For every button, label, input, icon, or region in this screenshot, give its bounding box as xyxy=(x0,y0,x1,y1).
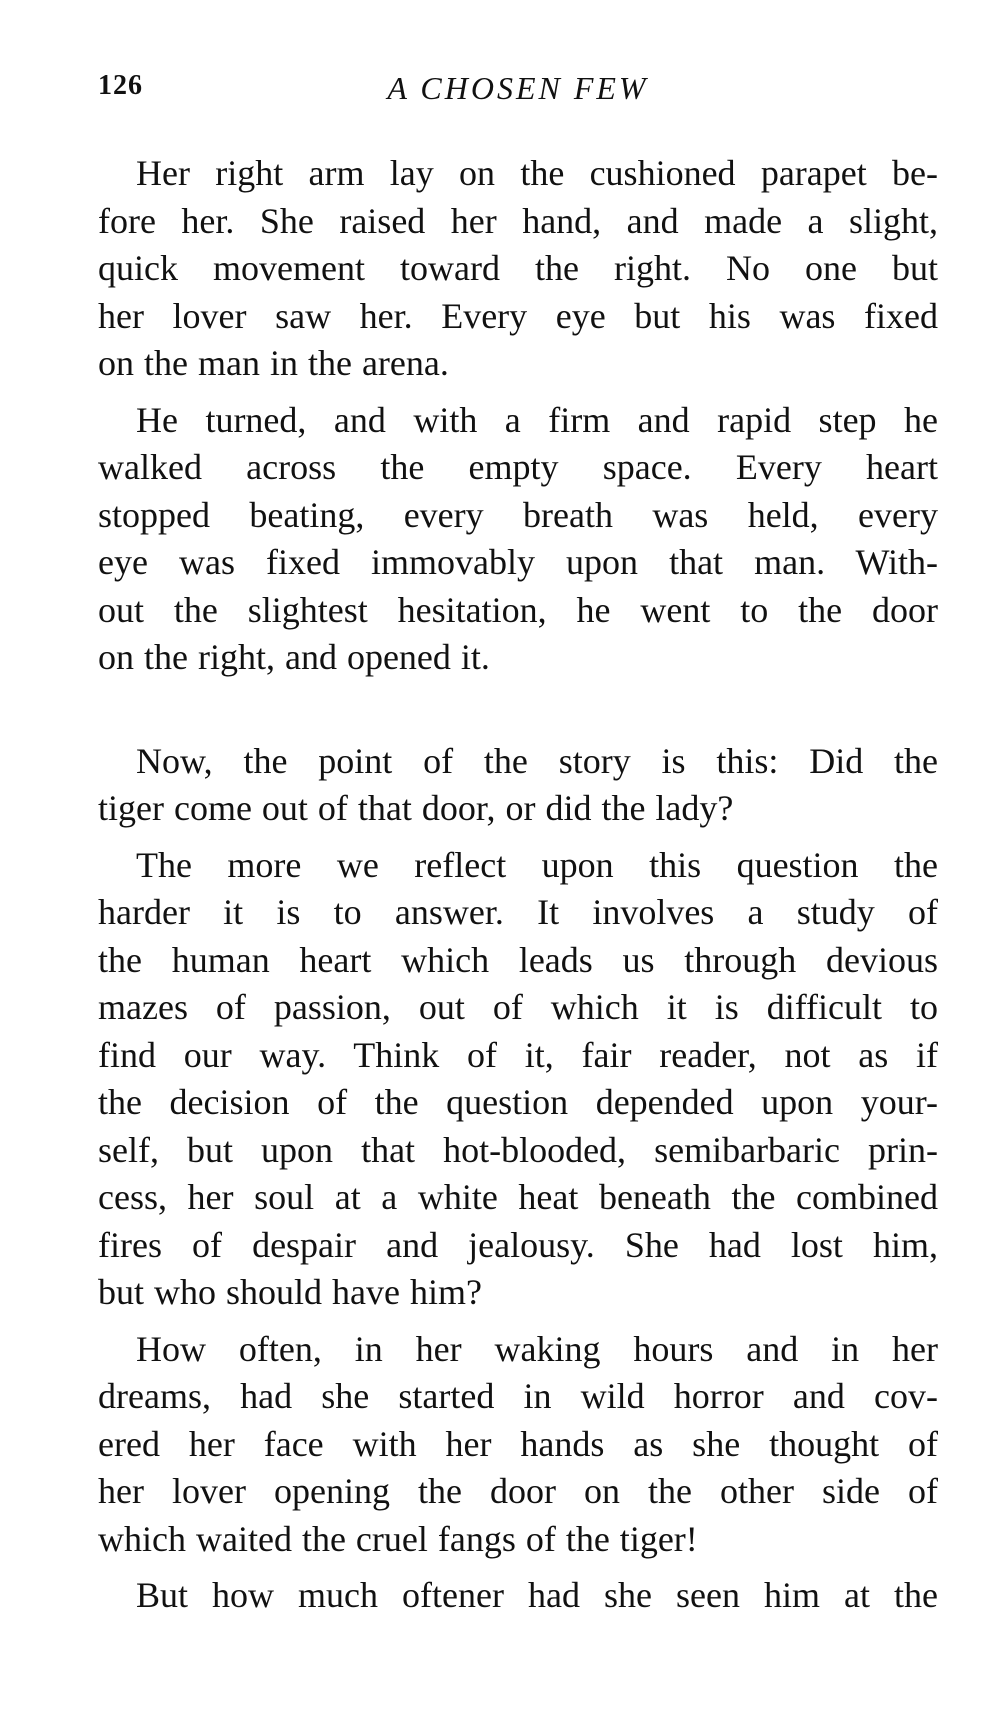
paragraph-6 xyxy=(98,1572,938,1620)
body-text xyxy=(98,150,938,1620)
text-line: But how much oftener had she seen him at the xyxy=(136,1575,938,1615)
text-line: tiger come out of that door, or did the lady? xyxy=(98,788,734,828)
text-line: on the man in the arena. xyxy=(98,343,449,383)
text-line: walked across the empty space. Every heart xyxy=(98,447,938,487)
paragraph-1 xyxy=(98,150,938,388)
text-line: stopped beating, every breath was held, every xyxy=(98,494,938,535)
text-line: find our way. Think of it, fair reader, not as if xyxy=(98,1034,938,1075)
text-line: The more we reflect upon this question the xyxy=(136,844,938,885)
text-line: ered her face with her hands as she thought of xyxy=(98,1423,938,1464)
text-line: but who should have him? xyxy=(98,1272,482,1312)
text-line: out the slightest hesitation, he went to the door xyxy=(98,589,938,630)
page-number: 126 xyxy=(98,70,143,101)
paragraph-2 xyxy=(98,397,938,682)
paragraph-3 xyxy=(98,738,938,833)
text-line: quick movement toward the right. No one but xyxy=(98,248,938,288)
paragraph-4 xyxy=(98,842,938,1317)
text-line: her lover saw her. Every eye but his was fixed xyxy=(98,295,938,336)
text-line: which waited the cruel fangs of the tiger! xyxy=(98,1518,698,1559)
text-line: self, but upon that hot-blooded, semibarbaric prin- xyxy=(98,1129,938,1170)
text-line: the human heart which leads us through devious xyxy=(98,939,938,980)
text-line: her lover opening the door on the other side of xyxy=(98,1471,938,1511)
text-line: Now, the point of the story is this: Did the xyxy=(136,740,938,781)
running-title: A CHOSEN FEW xyxy=(387,70,649,106)
text-line: the decision of the question depended upon your- xyxy=(98,1082,938,1122)
text-line: on the right, and opened it. xyxy=(98,637,490,677)
text-line: harder it is to answer. It involves a study of xyxy=(98,892,938,932)
running-head xyxy=(98,70,938,114)
text-line: eye was fixed immovably upon that man. With- xyxy=(98,542,938,582)
text-line: Her right arm lay on the cushioned parapet be- xyxy=(136,153,938,193)
text-line: fore her. She raised her hand, and made a slight, xyxy=(98,200,938,241)
paragraph-5 xyxy=(98,1326,938,1564)
text-line: mazes of passion, out of which it is difficult to xyxy=(98,987,938,1027)
text-line: fires of despair and jealousy. She had lost him, xyxy=(98,1224,938,1265)
text-line: cess, her soul at a white heat beneath the combined xyxy=(98,1177,938,1217)
text-line: How often, in her waking hours and in her xyxy=(136,1328,938,1369)
text-line: dreams, had she started in wild horror and cov- xyxy=(98,1376,938,1416)
text-line: He turned, and with a firm and rapid step he xyxy=(136,399,938,440)
